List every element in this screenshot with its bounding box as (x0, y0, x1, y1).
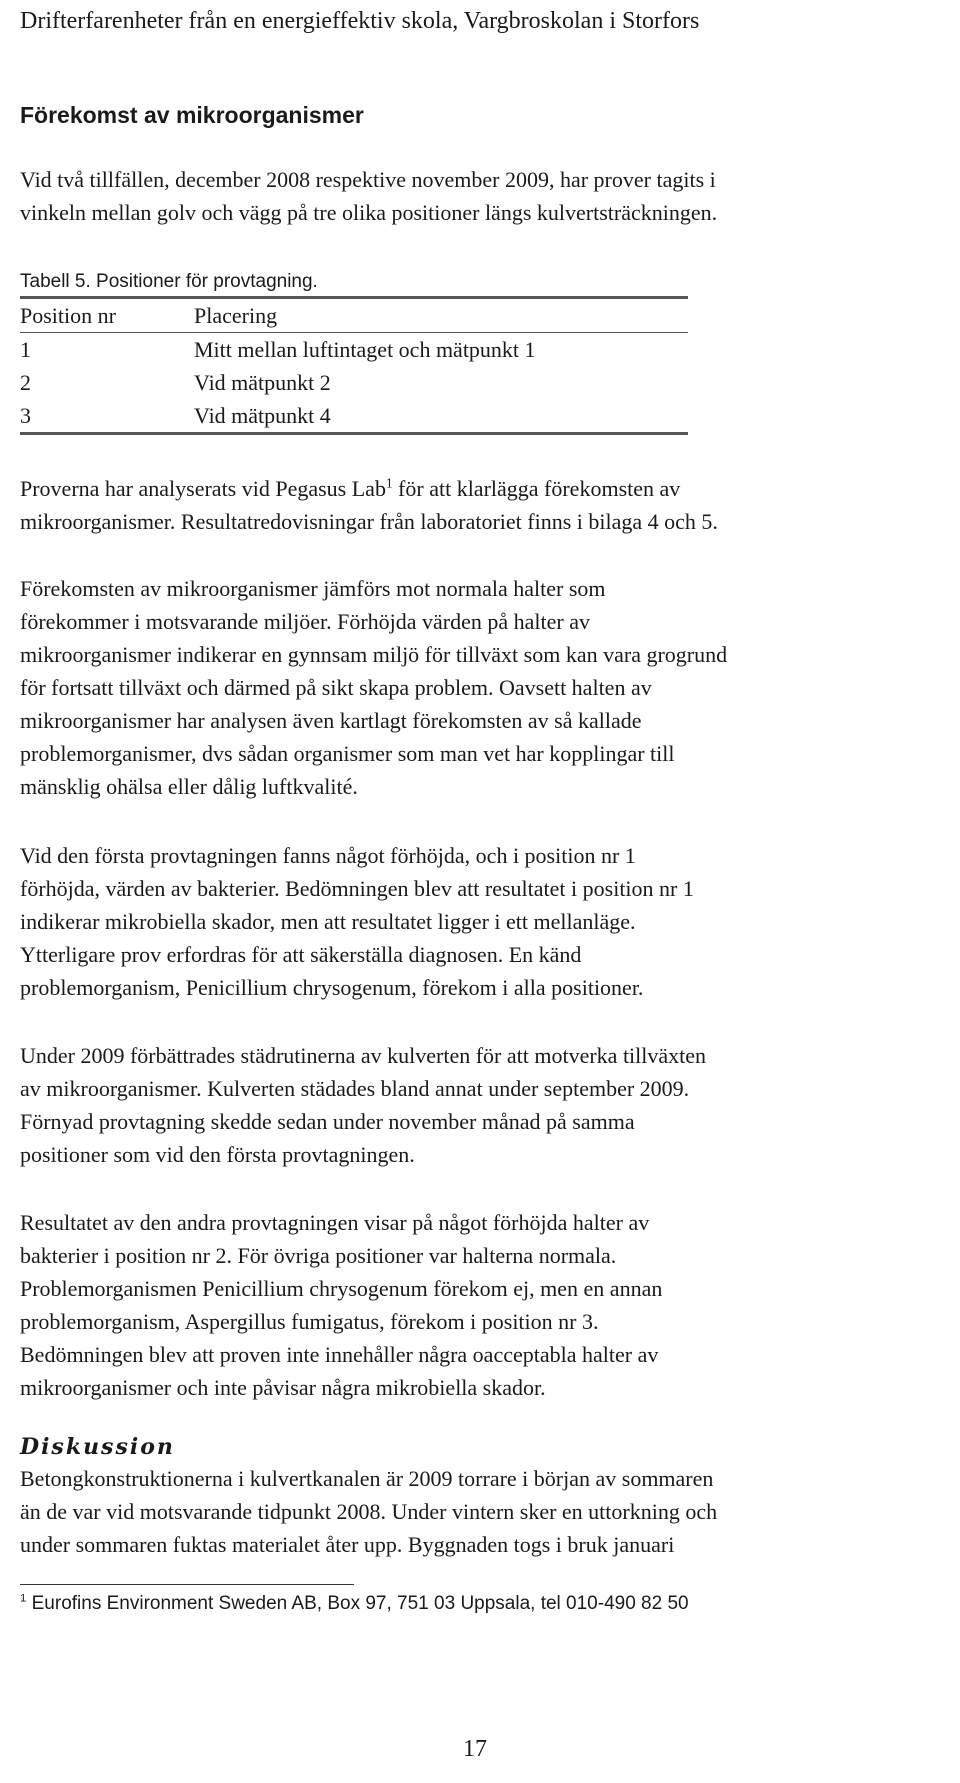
paragraph-first-sampling (20, 839, 694, 1004)
section-heading: Förekomst av mikroorganismer (20, 102, 364, 128)
footnote-divider (20, 1584, 354, 1585)
paragraph-line: Förekomsten av mikroorganismer jämförs mot normala halter som (20, 576, 606, 601)
page-number: 17 (463, 1736, 487, 1762)
table-cell-placering: Vid mätpunkt 2 (194, 370, 331, 395)
table-row (20, 366, 688, 399)
table-cell-position: 3 (20, 403, 31, 428)
table-cell-placering: Vid mätpunkt 4 (194, 403, 331, 428)
paragraph-line: problemorganism, Penicillium chrysogenum, förekom i alla positioner. (20, 975, 644, 1000)
column-header-placering: Placering (194, 303, 278, 328)
positions-table-wrapper (20, 296, 688, 435)
paragraph-line: problemorganism, Aspergillus fumigatus, förekom i position nr 3. (20, 1309, 599, 1334)
paragraph-line: Resultatet av den andra provtagningen visar på något förhöjda halter av (20, 1210, 650, 1235)
paragraph-line: under sommaren fuktas materialet åter upp. Byggnaden togs i bruk januari (20, 1532, 675, 1557)
paragraph-line: förekommer i motsvarande miljöer. Förhöjda värden på halter av (20, 609, 590, 634)
table-row (20, 333, 688, 367)
running-header: Drifterfarenheter från en energieffektiv skola, Vargbroskolan i Storfors (20, 8, 700, 34)
paragraph-line: bakterier i position nr 2. För övriga positioner var halterna normala. (20, 1243, 617, 1268)
paragraph-line: Ytterligare prov erfordras för att säkerställa diagnosen. En känd (20, 942, 582, 967)
paragraph-line: Vid den första provtagningen fanns något förhöjda, och i position nr 1 (20, 843, 636, 868)
paragraph-analysis (20, 472, 718, 538)
paragraph-line: Problemorganismen Penicillium chrysogenum förekom ej, men en annan (20, 1276, 663, 1301)
paragraph-line: mänsklig ohälsa eller dålig luftkvalité. (20, 774, 358, 799)
paragraph-line: för fortsatt tillväxt och därmed på sikt skapa problem. Oavsett halten av (20, 675, 652, 700)
paragraph-line: Betongkonstruktionerna i kulvertkanalen är 2009 torrare i början av sommaren (20, 1466, 714, 1491)
paragraph-line: vinkeln mellan golv och vägg på tre olika positioner längs kulvertsträckningen. (20, 200, 718, 225)
paragraph-second-sampling (20, 1206, 662, 1404)
table-row (20, 399, 688, 434)
intro-paragraph (20, 163, 717, 229)
paragraph-line: indikerar mikrobiella skador, men att resultatet ligger i ett mellanläge. (20, 909, 636, 934)
paragraph-line: Vid två tillfällen, december 2008 respektive november 2009, har prover tagits i (20, 167, 716, 192)
paragraph-line: Under 2009 förbättrades städrutinerna av kulverten för att motverka tillväxten (20, 1043, 707, 1068)
paragraph-line: problemorganismer, dvs sådan organismer som man vet har kopplingar till (20, 741, 675, 766)
footnote-reference: 1 (385, 475, 393, 491)
paragraph-line: förhöjda, värden av bakterier. Bedömningen blev att resultatet i position nr 1 (20, 876, 694, 901)
positions-table (20, 296, 688, 435)
paragraph-line: Förnyad provtagning skedde sedan under november månad på samma (20, 1109, 635, 1134)
discussion-heading: Diskussion (20, 1434, 175, 1460)
paragraph-line: mikroorganismer och inte påvisar några mikrobiella skador. (20, 1375, 546, 1400)
paragraph-line (20, 472, 718, 505)
table-caption: Tabell 5. Positioner för provtagning. (20, 271, 318, 292)
footnote-marker: 1 (20, 1592, 27, 1605)
paragraph-line: Bedömningen blev att proven inte innehåller några oacceptabla halter av (20, 1342, 659, 1367)
table-cell-placering: Mitt mellan luftintaget och mätpunkt 1 (194, 337, 536, 362)
paragraph-line: än de var vid motsvarande tidpunkt 2008. Under vintern sker en uttorkning och (20, 1499, 718, 1524)
table-cell-position: 2 (20, 370, 31, 395)
paragraph-line: positioner som vid den första provtagningen. (20, 1142, 415, 1167)
paragraph-text: Proverna har analyserats vid Pegasus Lab (20, 476, 386, 501)
paragraph-cleaning (20, 1039, 706, 1171)
table-cell-position: 1 (20, 337, 31, 362)
paragraph-line: mikroorganismer. Resultatredovisningar från laboratoriet finns i bilaga 4 och 5. (20, 509, 718, 534)
paragraph-line: av mikroorganismer. Kulverten städades bland annat under september 2009. (20, 1076, 690, 1101)
paragraph-text: för att klarlägga förekomsten av (392, 476, 681, 501)
table-header-row (20, 298, 688, 333)
paragraph-line: mikroorganismer har analysen även kartlagt förekomsten av så kallade (20, 708, 642, 733)
paragraph-discussion (20, 1462, 717, 1561)
footnote-text: Eurofins Environment Sweden AB, Box 97, 751 03 Uppsala, tel 010-490 82 50 (26, 1593, 689, 1614)
column-header-position-nr: Position nr (20, 303, 116, 328)
footnote (20, 1592, 689, 1616)
paragraph-line: mikroorganismer indikerar en gynnsam miljö för tillväxt som kan vara grogrund (20, 642, 728, 667)
paragraph-comparison (20, 572, 727, 803)
